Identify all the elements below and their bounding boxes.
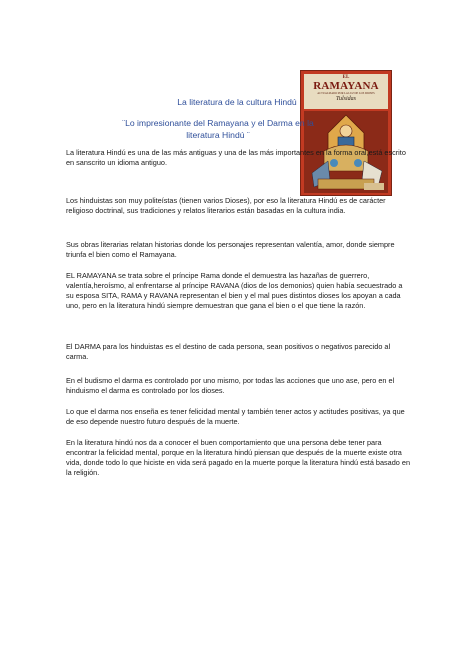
book-cover-author: Tulsidas — [335, 96, 356, 102]
paragraph: Los hinduistas son muy politeístas (tienen varios Dioses), por eso la literatura Hindú es de carácter religioso doctrinal, sus tradiciones y relatos literarios están basadas en la cultura india. — [66, 196, 386, 215]
book-cover-label: EL — [342, 75, 350, 80]
paragraph: EL RAMAYANA se trata sobre el príncipe Rama donde el demuestra las hazañas de guerrero, valentía,heroísmo, al enfrentarse al príncipe RAVANA (dios de los demonios) quien había secuestrado a su esposa SITA, RAMA y RAVANA representan el bien y el mal pues distintos dioses los apoyan a cada uno, pero en la literatura hindú siempre demuestran que gana el bien o el que tiene la razón. — [66, 271, 403, 310]
paragraph: En el budismo el darma es controlado por uno mismo, por todas las acciones que uno ase, pero en el hinduismo el darma es controlado por los dioses. — [66, 376, 395, 395]
document-title: La literatura de la cultura Hindú — [177, 97, 297, 107]
paragraph: Sus obras literarias relatan historias donde los personajes representan valentía, amor, donde siempre triunfa el bien como el Ramayana. — [66, 240, 395, 259]
paragraph: En la literatura hindú nos da a conocer el buen comportamiento que una persona debe tener para encontrar la felicidad mental, porque en la literatura hindú piensan que después de la muerte existe otra vida, donde todo lo que hiciste en vida será pagado en la muerte porque la literatura hindú está basado en la religión. — [66, 438, 411, 477]
paragraph: La literatura Hindú es una de las más antiguas y una de las más importantes en la forma oral,está escrito en sanscrito un idioma antiguo. — [66, 148, 406, 167]
book-cover-title: RAMAYANA — [313, 80, 379, 92]
paragraph: El DARMA para los hinduistas es el destino de cada persona, sean positivos o negativos parecido al carma. — [66, 342, 391, 361]
document-subtitle: ¨Lo impresionante del Ramayana y el Darma en la literatura Hindú ¨ — [122, 118, 314, 140]
paragraph: Lo que el darma nos enseña es tener felicidad mental y también tener actos y actitudes positivas, ya que de eso depende nuestro futuro después de la muerte. — [66, 407, 405, 426]
book-cover-subtitle: ACTUALIZADO POR LA LUZ DE LOS DIOSES — [317, 92, 375, 95]
